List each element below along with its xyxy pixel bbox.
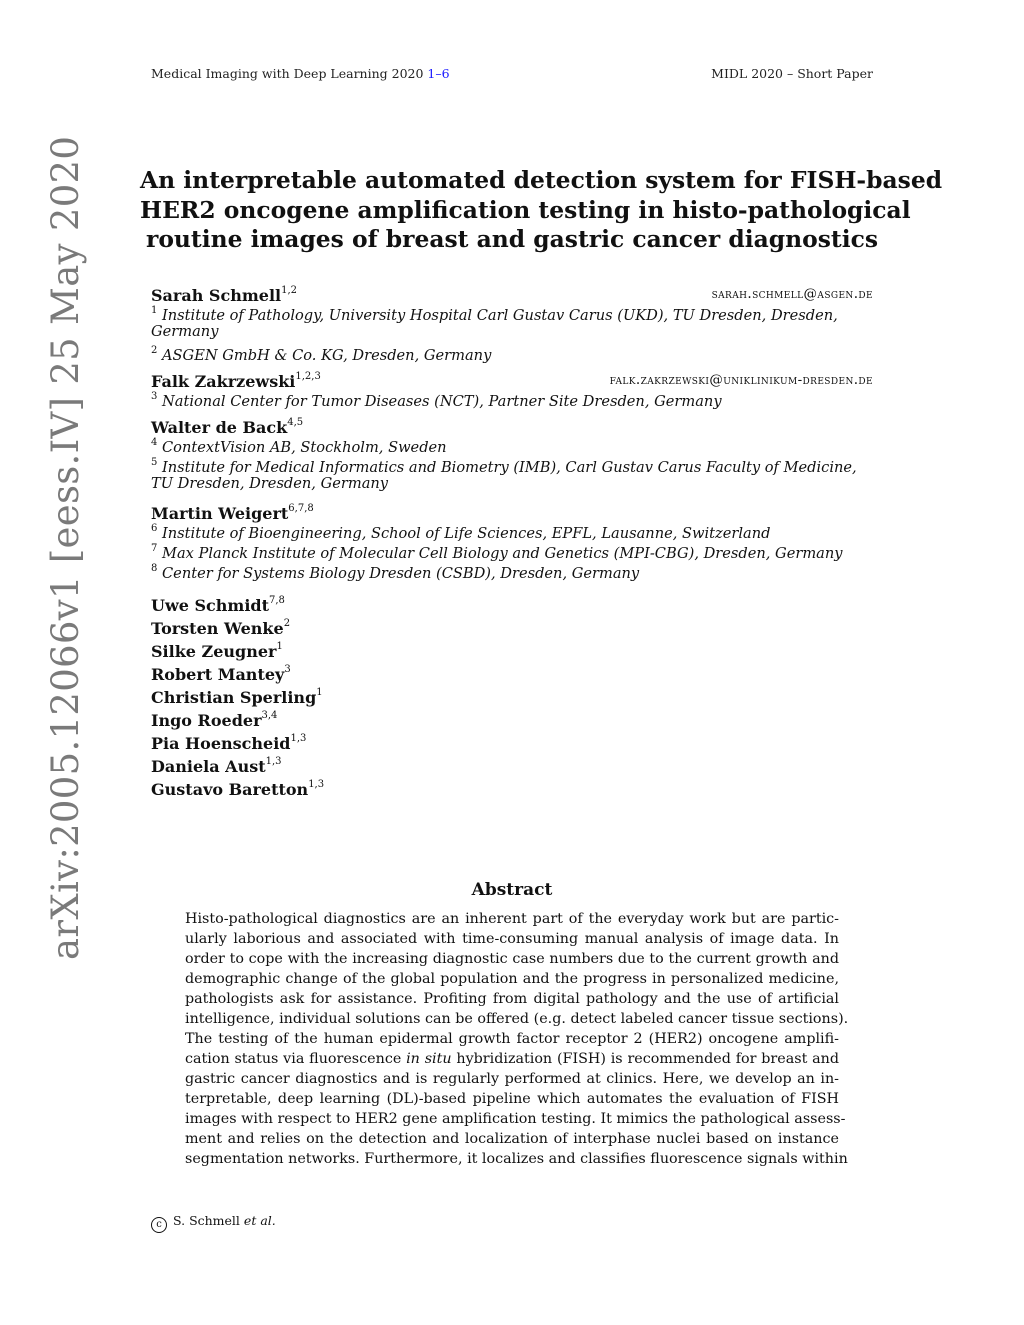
author-row: [151, 776, 873, 799]
abstract-line: gastric cancer diagnostics and is regularly performed at clinics. Here, we develop an in-: [185, 1071, 839, 1087]
paper-title: [140, 166, 943, 255]
abstract-line: ularly laborious and associated with time-consuming manual analysis of image data. In: [185, 931, 839, 947]
affiliation: $^6$ Institute of Bioengineering, School of Life Sciences, EPFL, Lausanne, Switzerland: [151, 523, 771, 542]
abstract-line: order to cope with the increasing diagnostic case numbers due to the current growth and: [185, 951, 839, 967]
author-name: Martin Weigert$^{6,7,8}$: [151, 503, 314, 524]
author-row: [151, 661, 873, 684]
abstract-line: Histo-pathological diagnostics are an inherent part of the everyday work but are partic-: [185, 911, 839, 927]
affiliation-continued: Germany: [151, 323, 219, 340]
abstract-line: terpretable, deep learning (DL)-based pipeline which automates the evaluation of FISH: [185, 1091, 839, 1107]
abstract-line: images with respect to HER2 gene amplification testing. It mimics the pathological assess-: [185, 1111, 846, 1127]
author-name: Daniela Aust$^{1,3}$: [151, 756, 282, 777]
author-row: [151, 707, 873, 730]
emphasis-in-situ: in situ: [406, 1051, 452, 1067]
author-name: Falk Zakrzewski$^{1,2,3}$: [151, 371, 321, 392]
title-line: routine images of breast and gastric cancer diagnostics: [146, 225, 878, 253]
running-header: [151, 66, 873, 86]
author-name: Gustavo Baretton$^{1,3}$: [151, 779, 325, 800]
affiliation-continued: TU Dresden, Dresden, Germany: [151, 475, 389, 492]
affiliation: $^1$ Institute of Pathology, University Hospital Carl Gustav Carus (UKD), TU Dresden, Dresden,: [151, 305, 838, 324]
affiliation: $^2$ ASGEN GmbH & Co. KG, Dresden, Germany: [151, 345, 492, 364]
author-name: Torsten Wenke$^2$: [151, 618, 291, 639]
author-row: [151, 638, 873, 661]
copyright-footer: c S. Schmell et al.: [151, 1213, 276, 1233]
author-row: [151, 753, 873, 776]
author-name: Christian Sperling$^1$: [151, 687, 323, 708]
author-row: [151, 500, 873, 524]
author-row: [151, 368, 873, 392]
author-row: [151, 414, 873, 438]
affiliation: $^3$ National Center for Tumor Diseases (NCT), Partner Site Dresden, Germany: [151, 391, 722, 410]
author-name: Ingo Roeder$^{3,4}$: [151, 710, 278, 731]
author-row: [151, 282, 873, 306]
abstract-line: ment and relies on the detection and localization of interphase nuclei based on instance: [185, 1131, 839, 1147]
author-name: Robert Mantey$^3$: [151, 664, 291, 685]
abstract-body: [185, 909, 849, 1169]
author-email[interactable]: falk.zakrzewski@uniklinikum-dresden.de: [609, 372, 873, 388]
track-label: MIDL 2020 – Short Paper: [711, 66, 873, 81]
abstract-heading: Abstract: [471, 880, 553, 900]
affiliation: $^7$ Max Planck Institute of Molecular Cell Biology and Genetics (MPI-CBG), Dresden, Germany: [151, 543, 843, 562]
affiliation: $^4$ ContextVision AB, Stockholm, Sweden: [151, 437, 447, 456]
abstract-line: pathologists ask for assistance. Profiting from digital pathology and the use of artificial: [185, 991, 839, 1007]
author-row: [151, 730, 873, 753]
author-name: Silke Zeugner$^1$: [151, 641, 283, 662]
title-line: An interpretable automated detection system for FISH-based: [140, 166, 943, 194]
affiliation: $^8$ Center for Systems Biology Dresden (CSBD), Dresden, Germany: [151, 563, 640, 582]
page-range-link[interactable]: 1–6: [427, 66, 450, 81]
author-name: Pia Hoenscheid$^{1,3}$: [151, 733, 307, 754]
author-row: [151, 684, 873, 707]
abstract-line: The testing of the human epidermal growth factor receptor 2 (HER2) oncogene amplifi-: [185, 1031, 839, 1047]
author-row: [151, 592, 873, 615]
author-block: [151, 282, 873, 799]
abstract-line: demographic change of the global population and the progress in personalized medicine,: [185, 971, 839, 987]
affiliation: $^5$ Institute for Medical Informatics and Biometry (IMB), Carl Gustav Carus Faculty of Medicine,: [151, 457, 857, 476]
author-name: Walter de Back$^{4,5}$: [151, 417, 304, 438]
venue-line: Medical Imaging with Deep Learning 2020 1–6: [151, 66, 450, 81]
author-name: Sarah Schmell$^{1,2}$: [151, 285, 298, 306]
abstract-line: intelligence, individual solutions can be offered (e.g. detect labeled cancer tissue sections).: [185, 1011, 849, 1027]
abstract-line: cation status via fluorescence in situ hybridization (FISH) is recommended for breast and: [185, 1051, 840, 1067]
title-line: HER2 oncogene amplification testing in histo-pathological: [140, 195, 911, 224]
author-row: [151, 615, 873, 638]
copyright-icon: c: [151, 1217, 167, 1233]
arxiv-identifier[interactable]: arXiv:2005.12066v1 [eess.IV] 25 May 2020: [44, 135, 87, 960]
author-name: Uwe Schmidt$^{7,8}$: [151, 595, 285, 616]
author-email[interactable]: sarah.schmell@asgen.de: [711, 286, 873, 302]
abstract-line: segmentation networks. Furthermore, it localizes and classifies fluorescence signals within: [185, 1151, 848, 1167]
